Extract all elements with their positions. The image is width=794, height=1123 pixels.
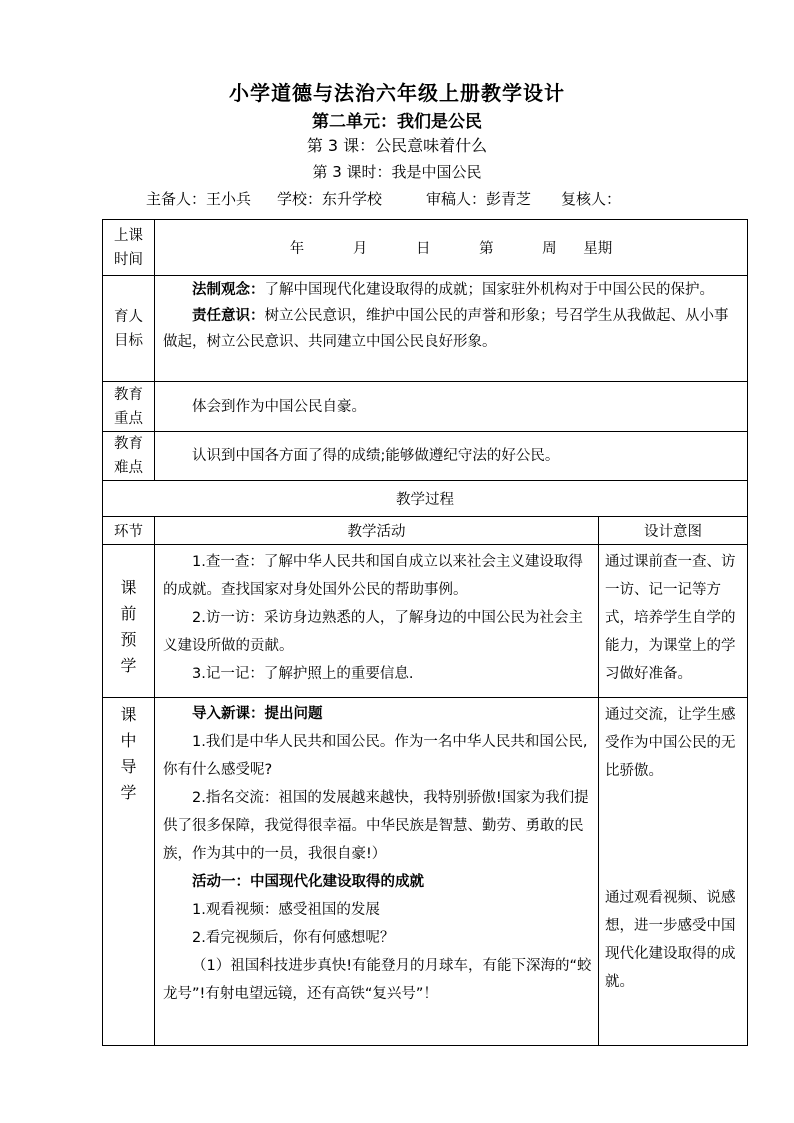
- label-line: 教育: [114, 436, 143, 452]
- weekday-label: 星期: [583, 241, 613, 257]
- activity1-title: 活动一：中国现代化建设取得的成就: [192, 874, 424, 890]
- year-label: 年: [289, 241, 305, 257]
- preview-intent: [599, 545, 748, 698]
- goal-law-title: 法制观念：: [192, 282, 265, 298]
- stage-char: 课: [120, 705, 137, 724]
- stage-char: 前: [120, 604, 137, 623]
- column-intent: 设计意图: [599, 517, 748, 545]
- goal-responsibility: [155, 303, 747, 355]
- intro-title: 导入新课：提出问题: [192, 706, 323, 722]
- preview-item: 3.记一记：了解护照上的重要信息.: [192, 666, 414, 682]
- label-difficulty: [103, 432, 155, 481]
- label-line: 上课: [114, 227, 143, 244]
- row-preview: [103, 545, 748, 698]
- document-title: 小学道德与法治六年级上册教学设计: [229, 81, 565, 105]
- row-column-headers: [103, 517, 748, 545]
- row-difficulty: [103, 432, 748, 481]
- week-label: 周: [542, 241, 557, 257]
- difficulty-content: [155, 432, 748, 481]
- process-title: 教学过程: [103, 481, 748, 517]
- guide-intent-1: 通过交流，让学生感受作为中国公民的无比骄傲。: [605, 707, 736, 779]
- intro-item: 1.我们是中华人民共和国公民。作为一名中华人民共和国公民,你有什么感受呢?: [163, 734, 588, 778]
- focus-content: [155, 382, 748, 432]
- stage-char: 导: [120, 757, 137, 776]
- label-goals: [103, 276, 155, 382]
- intro-item: 2.指名交流：祖国的发展越来越快，我特别骄傲!国家为我们提供了很多保障，我觉得很幸福。中华民族是智慧、勤劳、勇敢的民族，作为其中的一员，我很自豪!）: [163, 790, 589, 862]
- label-line: 难点: [114, 460, 143, 476]
- month-label: 月: [352, 241, 368, 257]
- guide-activities: [155, 698, 599, 1046]
- goal-responsibility-text: 树立公民意识，维护中国公民的声誉和形象；号召学生从我做起、从小事做起，树立公民意识、共同建立中国公民良好形象。: [163, 308, 729, 350]
- row-focus: [103, 382, 748, 432]
- difficulty-text: 认识到中国各方面了得的成绩;能够做遵纪守法的好公民。: [192, 448, 560, 464]
- stage-char: 学: [120, 656, 137, 675]
- stage-char: 中: [120, 731, 137, 750]
- label-line: 时间: [114, 251, 143, 268]
- focus-text: 体会到作为中国公民自豪。: [192, 398, 366, 415]
- stage-preview-label: [103, 545, 154, 679]
- label-line: 教育: [114, 386, 143, 403]
- stage-char: 学: [120, 783, 137, 802]
- stage-guide-label: [103, 698, 154, 806]
- week-prefix-label: 第: [479, 241, 494, 257]
- stage-char: 预: [120, 630, 137, 649]
- label-line: 育人: [114, 308, 143, 325]
- guide-intent: [599, 698, 748, 1046]
- preview-intent-text: 通过课前查一查、访一访、记一记等方式，培养学生自学的能力，为课堂上的学习做好准备。: [605, 554, 736, 682]
- column-activity: 教学活动: [155, 517, 599, 545]
- lesson-title: 第 3 课：公民意味着什么: [306, 136, 488, 155]
- reviewer: 审稿人：彭青芝: [426, 190, 532, 208]
- label-focus: [103, 382, 155, 432]
- school: 学校：东升学校: [277, 190, 383, 208]
- day-label: 日: [415, 241, 431, 257]
- goal-responsibility-title: 责任意识：: [192, 308, 265, 324]
- label-line: 目标: [114, 332, 143, 349]
- preview-item: 1.查一查：了解中华人民共和国自成立以来社会主义建设取得的成就。查找国家对身处国外公民的帮助事例。: [163, 554, 583, 598]
- author-info: [146, 188, 621, 209]
- activity1-item: （1）祖国科技进步真快!有能登月的月球车，有能下深海的“蛟龙号”!有射电望远镜，还有高铁“复兴号”！: [163, 958, 592, 1002]
- goal-law-text: 了解中国现代化建设取得的成就；国家驻外机构对于中国公民的保护。: [264, 282, 714, 298]
- activity1-item: 2.看完视频后，你有何感想呢？: [192, 930, 395, 946]
- stage-char: 课: [120, 578, 137, 597]
- label-line: 重点: [114, 410, 143, 427]
- guide-intent-2: 通过观看视频、说感想，进一步感受中国现代化建设取得的成就。: [605, 890, 736, 990]
- period-title: 第 3 课时：我是中国公民: [312, 163, 482, 181]
- lesson-plan-table: [102, 219, 748, 1046]
- goals-content: [155, 276, 748, 382]
- class-time-fields: [155, 220, 748, 276]
- preparer: 主备人：王小兵: [146, 190, 252, 208]
- stage-preview: [103, 545, 155, 698]
- row-goals: [103, 276, 748, 382]
- unit-title: 第二单元：我们是公民: [312, 112, 482, 132]
- row-process-title: [103, 481, 748, 517]
- goal-law: [155, 277, 747, 303]
- preview-activities: [155, 545, 599, 698]
- activity1-item: 1.观看视频：感受祖国的发展: [192, 902, 380, 918]
- checker: 复核人：: [561, 190, 622, 208]
- column-stage: 环节: [103, 517, 155, 545]
- row-guide: [103, 698, 748, 1046]
- preview-item: 2.访一访：采访身边熟悉的人，了解身边的中国公民为社会主义建设所做的贡献。: [163, 610, 583, 654]
- label-class-time: [103, 220, 155, 276]
- row-class-time: [103, 220, 748, 276]
- stage-guide: [103, 698, 155, 1046]
